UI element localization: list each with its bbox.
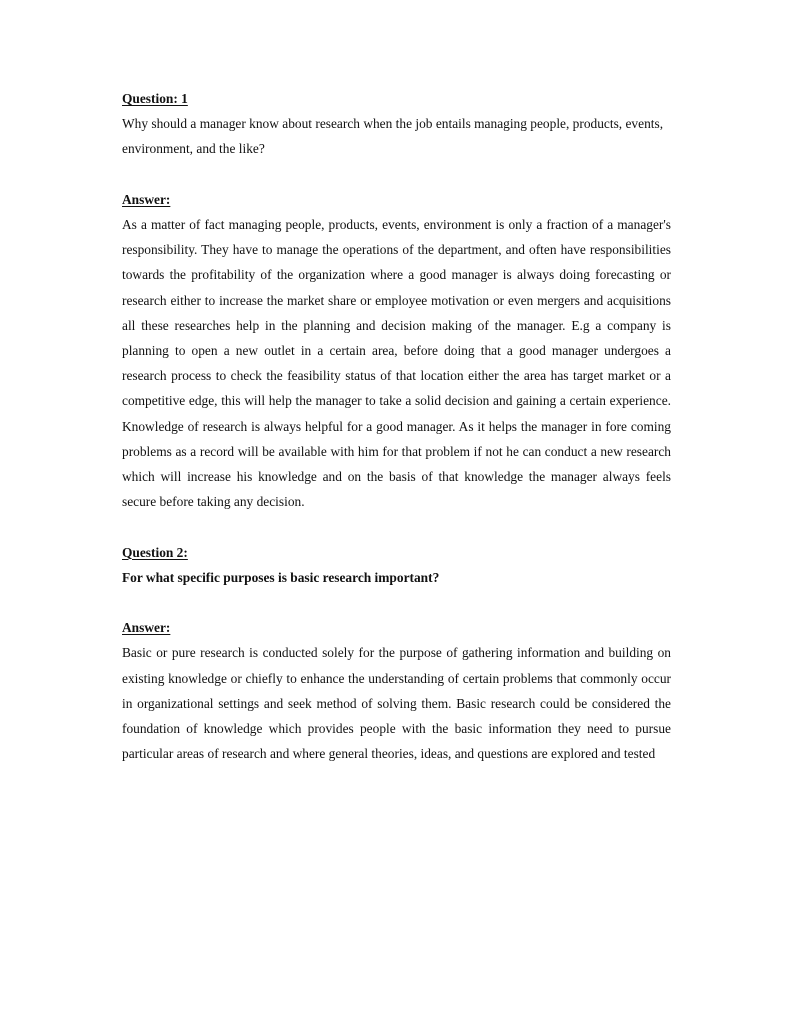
spacer [122, 514, 671, 539]
spacer [122, 162, 671, 187]
answer-2-text: Basic or pure research is conducted solely for the purpose of gathering information and building on existing knowledge or chiefly to enhance the understanding of certain problems that commonly occur in organizational settings and seek method of solving them. Basic research could be considered the foundation of knowledge which provides people with the basic information they need to pursue particular areas of research and where general theories, ideas, and questions are explored and tested [122, 645, 671, 762]
question-1-heading: Question: 1 [122, 91, 188, 106]
question-2-heading: Question 2: [122, 544, 188, 560]
question-1-text: Why should a manager know about research when the job entails managing people, products, events, environment, and the like? [122, 116, 664, 157]
document-page [122, 86, 671, 766]
answer-1-text: As a matter of fact managing people, products, events, environment is only a fraction of a manager's responsibility. They have to manage the operations of the department, and often have responsibilities towards the profitability of the organization where a good manager is always doing forecasting or research either to increase the market share or employee motivation or even mergers and acquisitions all these researches help in the planning and decision making of the manager. E.g a company is planning to open a new outlet in a certain area, before doing that a good manager undergoes a research process to check the feasibility status of that location either the area has target market or a competitive edge, this will help the manager to take a solid decision and gaining a certain experience. Knowledge of research is always helpful for a good manager. As it helps the manager in fore coming problems as a record will be available with him for that problem if not he can conduct a new research which will increase his knowledge and on the basis of that knowledge the manager always feels secure before taking any decision. [122, 217, 671, 510]
question-2-text: For what specific purposes is basic research important? [122, 569, 440, 585]
answer-1-heading: Answer: [122, 191, 171, 207]
spacer [122, 590, 671, 615]
answer-2-heading: Answer: [122, 620, 171, 636]
